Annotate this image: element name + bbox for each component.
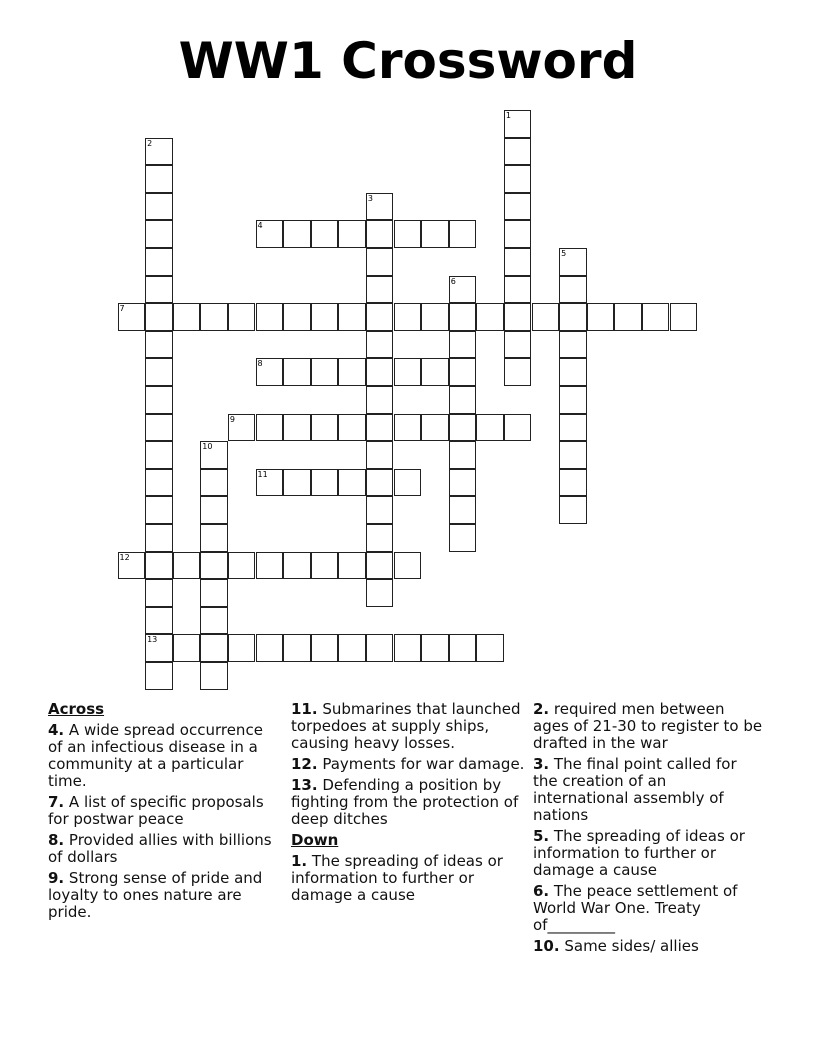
grid-cell[interactable] xyxy=(256,552,284,580)
grid-cell[interactable] xyxy=(421,303,449,331)
grid-cell[interactable] xyxy=(449,524,477,552)
grid-cell[interactable] xyxy=(559,358,587,386)
grid-cell[interactable] xyxy=(283,414,311,442)
grid-cell[interactable] xyxy=(145,634,173,662)
grid-cell[interactable] xyxy=(394,469,422,497)
grid-cell[interactable] xyxy=(476,414,504,442)
grid-cell[interactable] xyxy=(449,276,477,304)
grid-cell[interactable] xyxy=(228,634,256,662)
grid-cell[interactable] xyxy=(504,358,532,386)
grid-cell[interactable] xyxy=(256,469,284,497)
clue-down-1: 1. The spreading of ideas or information to further or damage a cause xyxy=(291,852,503,904)
clue-number-label: 12 xyxy=(119,552,130,562)
grid-cell[interactable] xyxy=(394,220,422,248)
grid-cell[interactable] xyxy=(311,303,339,331)
grid-cell[interactable] xyxy=(338,414,366,442)
grid-cell[interactable] xyxy=(173,634,201,662)
grid-cell[interactable] xyxy=(476,634,504,662)
grid-cell[interactable] xyxy=(145,276,173,304)
grid-cell[interactable] xyxy=(587,303,615,331)
grid-cell[interactable] xyxy=(421,414,449,442)
grid-cell[interactable] xyxy=(145,441,173,469)
grid-cell[interactable] xyxy=(283,634,311,662)
clue-number-label: 11 xyxy=(257,469,268,479)
grid-cell[interactable] xyxy=(283,552,311,580)
grid-cell[interactable] xyxy=(366,441,394,469)
grid-cell[interactable] xyxy=(200,607,228,635)
grid-cell[interactable] xyxy=(145,496,173,524)
grid-cell[interactable] xyxy=(366,331,394,359)
page-title: WW1 Crossword xyxy=(178,32,638,90)
grid-cell[interactable] xyxy=(145,579,173,607)
grid-cell[interactable] xyxy=(449,634,477,662)
grid-cell[interactable] xyxy=(200,469,228,497)
clue-down-6: 6. The peace settlement of World War One. Treaty of_________ xyxy=(533,882,738,934)
grid-cell[interactable] xyxy=(173,552,201,580)
grid-cell[interactable] xyxy=(200,552,228,580)
grid-cell[interactable] xyxy=(256,303,284,331)
grid-cell[interactable] xyxy=(559,303,587,331)
clue-number-label: 9 xyxy=(229,414,235,424)
clue-number-label: 3 xyxy=(367,193,373,203)
grid-cell[interactable] xyxy=(256,358,284,386)
grid-cell[interactable] xyxy=(504,331,532,359)
grid-cell[interactable] xyxy=(366,552,394,580)
grid-cell[interactable] xyxy=(366,634,394,662)
clue-number-label: 13 xyxy=(147,635,158,645)
grid-cell[interactable] xyxy=(145,193,173,221)
grid-cell[interactable] xyxy=(504,276,532,304)
grid-cell[interactable] xyxy=(338,469,366,497)
grid-cell[interactable] xyxy=(449,358,477,386)
grid-cell[interactable] xyxy=(338,303,366,331)
grid-cell[interactable] xyxy=(145,220,173,248)
clue-across-7: 7. A list of specific proposals for postwar peace xyxy=(48,793,264,828)
grid-cell[interactable] xyxy=(311,469,339,497)
grid-cell[interactable] xyxy=(145,386,173,414)
grid-cell[interactable] xyxy=(559,469,587,497)
grid-cell[interactable] xyxy=(366,220,394,248)
grid-cell[interactable] xyxy=(338,634,366,662)
grid-cell[interactable] xyxy=(449,331,477,359)
clue-number-label: 1 xyxy=(505,111,511,120)
grid-cell[interactable] xyxy=(145,552,173,580)
grid-cell[interactable] xyxy=(145,248,173,276)
grid-cell[interactable] xyxy=(145,524,173,552)
grid-cell[interactable] xyxy=(145,138,173,166)
grid-cell[interactable] xyxy=(145,414,173,442)
grid-cell[interactable] xyxy=(228,414,256,442)
grid-cell[interactable] xyxy=(145,331,173,359)
grid-cell[interactable] xyxy=(283,303,311,331)
grid-cell[interactable] xyxy=(559,496,587,524)
grid-cell[interactable] xyxy=(200,579,228,607)
grid-cell[interactable] xyxy=(421,358,449,386)
down-heading: Down xyxy=(291,831,339,849)
clue-across-11: 11. Submarines that launched torpedoes at supply ships, causing heavy losses. xyxy=(291,700,521,752)
clue-down-2: 2. required men between ages of 21-30 to register to be drafted in the war xyxy=(533,700,763,752)
grid-cell[interactable] xyxy=(311,414,339,442)
grid-cell[interactable] xyxy=(311,634,339,662)
grid-cell[interactable] xyxy=(228,552,256,580)
clue-column-2 xyxy=(291,701,527,908)
grid-cell[interactable] xyxy=(366,276,394,304)
grid-cell[interactable] xyxy=(366,524,394,552)
grid-cell[interactable] xyxy=(504,414,532,442)
grid-cell[interactable] xyxy=(118,552,146,580)
grid-cell[interactable] xyxy=(145,303,173,331)
clue-across-13: 13. Defending a position by fighting from the protection of deep ditches xyxy=(291,776,519,828)
grid-cell[interactable] xyxy=(200,441,228,469)
across-heading: Across xyxy=(48,700,105,718)
grid-cell[interactable] xyxy=(394,414,422,442)
grid-cell[interactable] xyxy=(283,358,311,386)
grid-cell[interactable] xyxy=(338,358,366,386)
clue-across-9: 9. Strong sense of pride and loyalty to ones nature are pride. xyxy=(48,869,263,921)
grid-cell[interactable] xyxy=(559,386,587,414)
clue-across-12: 12. Payments for war damage. xyxy=(291,755,525,773)
grid-cell[interactable] xyxy=(145,469,173,497)
grid-cell[interactable] xyxy=(504,138,532,166)
grid-cell[interactable] xyxy=(394,358,422,386)
grid-cell[interactable] xyxy=(145,165,173,193)
grid-cell[interactable] xyxy=(670,303,698,331)
clue-down-5: 5. The spreading of ideas or information to further or damage a cause xyxy=(533,827,745,879)
clue-number-label: 2 xyxy=(147,138,153,148)
grid-cell[interactable] xyxy=(504,193,532,221)
grid-cell[interactable] xyxy=(200,303,228,331)
grid-cell[interactable] xyxy=(504,110,532,138)
grid-cell[interactable] xyxy=(449,220,477,248)
grid-cell[interactable] xyxy=(366,193,394,221)
clue-across-4: 4. A wide spread occurrence of an infectious disease in a community at a particular time. xyxy=(48,721,263,790)
grid-cell[interactable] xyxy=(366,469,394,497)
grid-cell[interactable] xyxy=(449,414,477,442)
grid-cell[interactable] xyxy=(559,248,587,276)
grid-cell[interactable] xyxy=(256,220,284,248)
grid-cell[interactable] xyxy=(256,414,284,442)
grid-cell[interactable] xyxy=(559,331,587,359)
grid-cell[interactable] xyxy=(366,496,394,524)
grid-cell[interactable] xyxy=(338,220,366,248)
grid-cell[interactable] xyxy=(449,469,477,497)
clue-number-label: 6 xyxy=(450,276,456,286)
grid-cell[interactable] xyxy=(256,634,284,662)
grid-cell[interactable] xyxy=(311,552,339,580)
grid-cell[interactable] xyxy=(366,414,394,442)
clue-number-label: 10 xyxy=(202,442,213,452)
grid-cell[interactable] xyxy=(614,303,642,331)
clue-number-label: 8 xyxy=(257,359,263,369)
grid-cell[interactable] xyxy=(421,220,449,248)
grid-cell[interactable] xyxy=(366,248,394,276)
grid-cell[interactable] xyxy=(145,358,173,386)
grid-cell[interactable] xyxy=(449,496,477,524)
grid-cell[interactable] xyxy=(228,303,256,331)
grid-cell[interactable] xyxy=(559,441,587,469)
grid-cell[interactable] xyxy=(449,303,477,331)
clue-number-label: 7 xyxy=(119,304,125,314)
clue-down-10: 10. Same sides/ allies xyxy=(533,937,699,955)
grid-cell[interactable] xyxy=(283,220,311,248)
grid-cell[interactable] xyxy=(366,358,394,386)
grid-cell[interactable] xyxy=(200,634,228,662)
grid-cell[interactable] xyxy=(283,469,311,497)
grid-cell[interactable] xyxy=(642,303,670,331)
grid-cell[interactable] xyxy=(366,386,394,414)
grid-cell[interactable] xyxy=(449,441,477,469)
grid-cell[interactable] xyxy=(200,662,228,690)
grid-cell[interactable] xyxy=(504,303,532,331)
grid-cell[interactable] xyxy=(311,358,339,386)
grid-cell[interactable] xyxy=(366,579,394,607)
grid-cell[interactable] xyxy=(504,165,532,193)
grid-cell[interactable] xyxy=(504,248,532,276)
grid-cell[interactable] xyxy=(394,303,422,331)
grid-cell[interactable] xyxy=(559,276,587,304)
grid-cell[interactable] xyxy=(394,552,422,580)
grid-cell[interactable] xyxy=(559,414,587,442)
grid-cell[interactable] xyxy=(145,662,173,690)
grid-cell[interactable] xyxy=(394,634,422,662)
grid-cell[interactable] xyxy=(145,607,173,635)
clue-number-label: 5 xyxy=(561,249,567,258)
grid-cell[interactable] xyxy=(476,303,504,331)
grid-cell[interactable] xyxy=(366,303,394,331)
clue-down-3: 3. The final point called for the creation of an international assembly of nations xyxy=(533,755,737,824)
grid-cell[interactable] xyxy=(421,634,449,662)
grid-cell[interactable] xyxy=(504,220,532,248)
clue-number-label: 4 xyxy=(257,221,263,231)
grid-cell[interactable] xyxy=(449,386,477,414)
clue-column-3 xyxy=(533,701,765,959)
grid-cell[interactable] xyxy=(200,524,228,552)
grid-cell[interactable] xyxy=(173,303,201,331)
grid-cell[interactable] xyxy=(118,303,146,331)
grid-cell[interactable] xyxy=(338,552,366,580)
clue-column-1 xyxy=(48,701,280,925)
grid-cell[interactable] xyxy=(200,496,228,524)
clue-across-8: 8. Provided allies with billions of dollars xyxy=(48,831,272,866)
grid-cell[interactable] xyxy=(311,220,339,248)
grid-cell[interactable] xyxy=(532,303,560,331)
